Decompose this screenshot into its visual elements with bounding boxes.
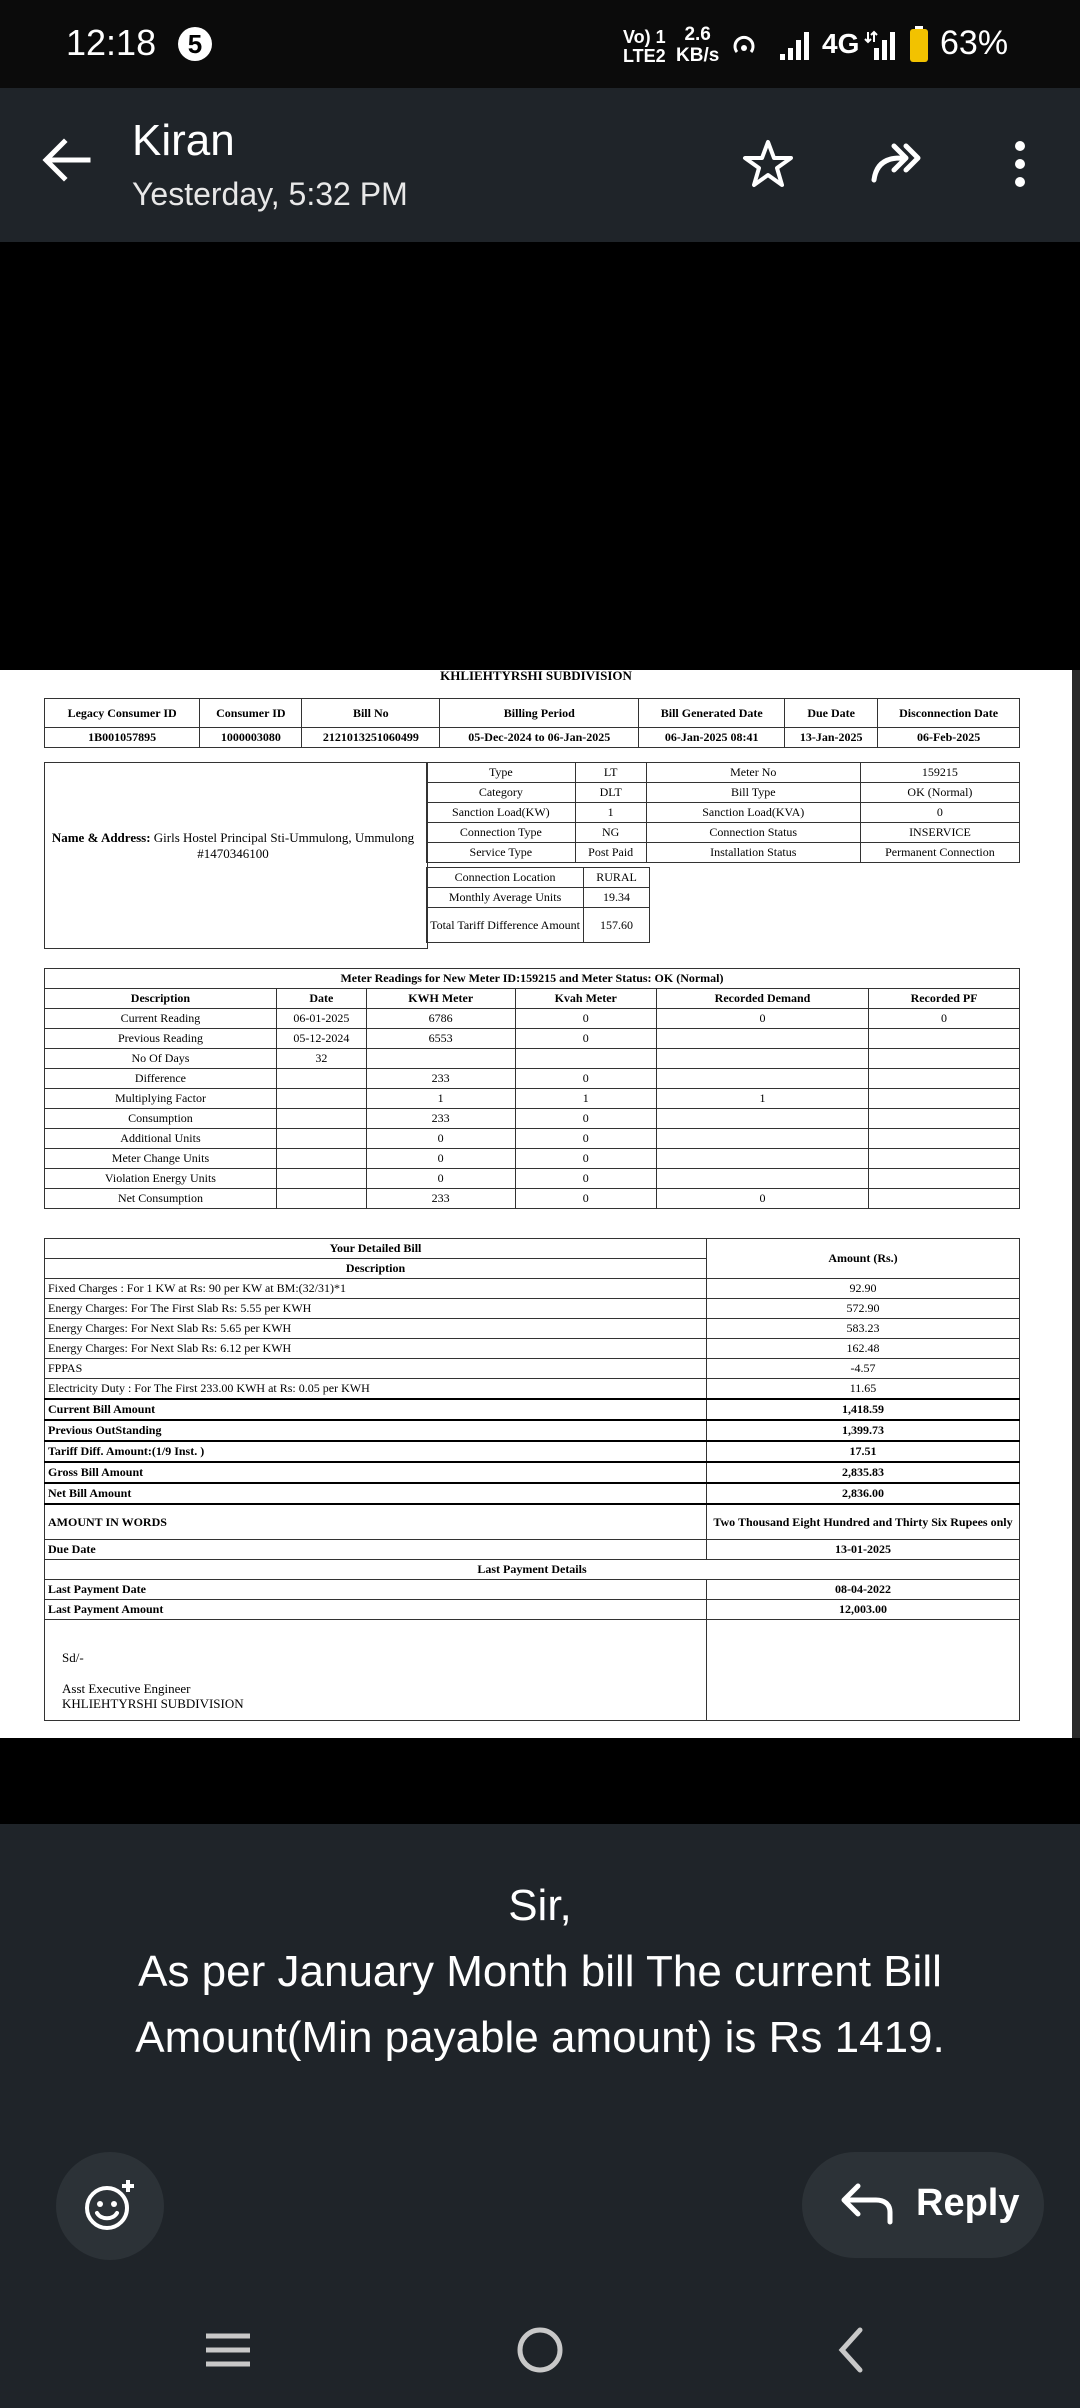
table-row — [45, 1580, 1020, 1600]
table-cell: Recorded PF — [869, 989, 1020, 1009]
sd-label: Sd/- — [62, 1650, 84, 1665]
table-cell — [869, 1109, 1020, 1129]
table-row — [45, 1319, 1020, 1339]
table-cell: Net Bill Amount — [45, 1483, 707, 1504]
table-cell: Bill No — [302, 699, 440, 728]
table-cell: 583.23 — [707, 1319, 1020, 1339]
table-cell: 233 — [366, 1069, 515, 1089]
table-row — [45, 1169, 1020, 1189]
forward-all-icon[interactable] — [868, 134, 928, 194]
name-address-value: Girls Hostel Principal Sti-Ummulong, Ummulong #1470346100 — [153, 830, 415, 861]
table-cell: 1 — [366, 1089, 515, 1109]
table-cell — [869, 1049, 1020, 1069]
table-cell — [276, 1149, 366, 1169]
lte-indicator — [623, 28, 666, 66]
table-cell — [656, 1029, 868, 1049]
emoji-reaction-button[interactable] — [56, 2152, 164, 2260]
table-cell: 0 — [366, 1169, 515, 1189]
signal-strength-icon — [864, 30, 898, 60]
table-cell: Difference — [45, 1069, 277, 1089]
table-row — [45, 1420, 1020, 1441]
table-row — [45, 1069, 1020, 1089]
image-letterbox-top — [0, 242, 1080, 670]
table-row — [427, 763, 1020, 783]
table-cell: 0 — [515, 1109, 656, 1129]
table-cell: Current Reading — [45, 1009, 277, 1029]
image-edge — [1072, 670, 1080, 1738]
table-cell: Tariff Diff. Amount:(1/9 Inst. ) — [45, 1441, 707, 1462]
bill-image — [0, 670, 1072, 1738]
table-row — [427, 868, 650, 888]
table-cell: 06-Jan-2025 08:41 — [639, 728, 785, 748]
table-cell: Last Payment Date — [45, 1580, 707, 1600]
table-cell: Monthly Average Units — [427, 888, 584, 908]
table-cell: 6553 — [366, 1029, 515, 1049]
back-arrow-icon[interactable] — [36, 130, 96, 190]
table-row — [45, 1399, 1020, 1420]
table-cell: Kvah Meter — [515, 989, 656, 1009]
table-row — [45, 1239, 1020, 1259]
amount-header: Amount (Rs.) — [707, 1239, 1020, 1279]
table-cell: 0 — [860, 803, 1019, 823]
table-cell: 6786 — [366, 1009, 515, 1029]
table-cell: 1,399.73 — [707, 1420, 1020, 1441]
network-type: 4G — [822, 28, 860, 59]
table-cell: 0 — [515, 1069, 656, 1089]
table-cell — [515, 1049, 656, 1069]
reply-label: Reply — [916, 2182, 1020, 2224]
table-cell: Consumption — [45, 1109, 277, 1129]
table-cell: 11.65 — [707, 1379, 1020, 1400]
table-cell: Electricity Duty : For The First 233.00 KWH at Rs: 0.05 per KWH — [45, 1379, 707, 1400]
table-row — [45, 1089, 1020, 1109]
table-cell: NG — [575, 823, 646, 843]
table-row — [427, 783, 1020, 803]
table-cell: Energy Charges: For Next Slab Rs: 6.12 per KWH — [45, 1339, 707, 1359]
table-cell: 0 — [366, 1149, 515, 1169]
subdivision-name: KHLIEHTYRSHI SUBDIVISION — [62, 1696, 244, 1711]
table-cell — [656, 1129, 868, 1149]
table-cell: Permanent Connection — [860, 843, 1019, 863]
empty-cell — [707, 1620, 1020, 1721]
table-cell — [869, 1029, 1020, 1049]
table-cell: Connection Location — [427, 868, 584, 888]
meter-readings-table — [44, 968, 1020, 1209]
table-row — [45, 1560, 1020, 1580]
table-cell — [656, 1109, 868, 1129]
name-address-label: Name & Address: — [51, 830, 151, 845]
table-cell — [276, 1089, 366, 1109]
table-cell: Consumer ID — [200, 699, 302, 728]
table-cell: Sanction Load(KW) — [427, 803, 576, 823]
table-cell: 572.90 — [707, 1299, 1020, 1319]
table-cell: Energy Charges: For The First Slab Rs: 5.55 per KWH — [45, 1299, 707, 1319]
table-row — [45, 1504, 1020, 1540]
table-cell — [869, 1069, 1020, 1089]
table-cell: Energy Charges: For Next Slab Rs: 5.65 per KWH — [45, 1319, 707, 1339]
speed-value: 2.6 — [684, 24, 711, 45]
table-cell: Additional Units — [45, 1129, 277, 1149]
table-cell: OK (Normal) — [860, 783, 1019, 803]
star-icon[interactable] — [738, 134, 798, 194]
bill-summary-table — [44, 698, 1020, 748]
table-cell — [276, 1169, 366, 1189]
table-cell — [869, 1149, 1020, 1169]
table-cell: 0 — [656, 1189, 868, 1209]
table-cell: Bill Generated Date — [639, 699, 785, 728]
table-row — [427, 823, 1020, 843]
table-cell: RURAL — [584, 868, 650, 888]
connection-extra-table — [426, 867, 650, 943]
table-cell: 06-Feb-2025 — [878, 728, 1020, 748]
add-reaction-icon — [82, 2178, 138, 2234]
table-cell — [656, 1149, 868, 1169]
reply-button[interactable] — [802, 2152, 1044, 2258]
meter-title: Meter Readings for New Meter ID:159215 and Meter Status: OK (Normal) — [45, 969, 1020, 989]
table-cell: 0 — [515, 1129, 656, 1149]
table-row — [45, 1379, 1020, 1400]
table-cell: Installation Status — [646, 843, 860, 863]
lte-bottom-label: LTE2 — [623, 46, 666, 66]
table-cell: 92.90 — [707, 1279, 1020, 1299]
table-cell: 0 — [656, 1009, 868, 1029]
recent-apps-icon[interactable] — [198, 2320, 258, 2380]
table-cell: Total Tariff Difference Amount — [427, 908, 584, 943]
table-cell: -4.57 — [707, 1359, 1020, 1379]
table-cell: 1B001057895 — [45, 728, 200, 748]
table-cell — [869, 1129, 1020, 1149]
caption-area — [0, 1738, 1080, 2408]
engineer-title: Asst Executive Engineer — [62, 1681, 191, 1696]
connection-info-table — [426, 762, 1020, 863]
bill-title: KHLIEHTYRSHI SUBDIVISION — [440, 670, 632, 683]
table-cell: 159215 — [860, 763, 1019, 783]
table-cell: Gross Bill Amount — [45, 1462, 707, 1483]
signature-block — [62, 1650, 244, 1711]
table-row — [45, 1109, 1020, 1129]
table-cell — [276, 1069, 366, 1089]
battery-icon — [910, 26, 928, 62]
table-cell: Due Date — [45, 1540, 707, 1560]
table-cell: Previous OutStanding — [45, 1420, 707, 1441]
table-cell: AMOUNT IN WORDS — [45, 1504, 707, 1540]
table-cell: 13-Jan-2025 — [785, 728, 878, 748]
table-cell: Service Type — [427, 843, 576, 863]
table-cell: Billing Period — [440, 699, 639, 728]
table-cell — [276, 1189, 366, 1209]
table-cell: Fixed Charges : For 1 KW at Rs: 90 per KW at BM:(32/31)*1 — [45, 1279, 707, 1299]
table-cell — [869, 1169, 1020, 1189]
table-cell: 2,836.00 — [707, 1483, 1020, 1504]
table-cell: Connection Type — [427, 823, 576, 843]
table-row — [45, 1149, 1020, 1169]
table-row — [45, 1441, 1020, 1462]
table-cell: Net Consumption — [45, 1189, 277, 1209]
table-row — [45, 1462, 1020, 1483]
table-cell: Meter Change Units — [45, 1149, 277, 1169]
table-row — [427, 843, 1020, 863]
battery-percent: 63% — [940, 24, 1009, 62]
name-address — [44, 830, 422, 862]
table-row — [45, 969, 1020, 989]
hotspot-icon — [730, 32, 758, 60]
table-cell: Description — [45, 989, 277, 1009]
table-cell: Type — [427, 763, 576, 783]
table-cell: 1000003080 — [200, 728, 302, 748]
table-cell — [366, 1049, 515, 1069]
table-row — [427, 908, 650, 943]
table-row — [45, 1129, 1020, 1149]
table-cell: Two Thousand Eight Hundred and Thirty Six Rupees only — [707, 1504, 1020, 1540]
lte-top-label: Vo) 1 — [623, 27, 666, 47]
table-row — [45, 1339, 1020, 1359]
table-cell: LT — [575, 763, 646, 783]
table-cell: 13-01-2025 — [707, 1540, 1020, 1560]
table-cell: No Of Days — [45, 1049, 277, 1069]
table-row — [45, 728, 1020, 748]
table-cell: 17.51 — [707, 1441, 1020, 1462]
signal-strength-icon — [778, 30, 812, 60]
table-row — [45, 1049, 1020, 1069]
table-row — [45, 699, 1020, 728]
back-nav-icon[interactable] — [822, 2320, 882, 2380]
table-row — [45, 1359, 1020, 1379]
table-cell: 0 — [515, 1029, 656, 1049]
table-cell: Multiplying Factor — [45, 1089, 277, 1109]
table-cell: 1 — [515, 1089, 656, 1109]
status-bar — [0, 0, 1080, 88]
table-cell: 05-Dec-2024 to 06-Jan-2025 — [440, 728, 639, 748]
table-row — [45, 1299, 1020, 1319]
table-row — [427, 803, 1020, 823]
table-cell — [276, 1129, 366, 1149]
table-cell: FPPAS — [45, 1359, 707, 1379]
table-cell: DLT — [575, 783, 646, 803]
table-cell: Disconnection Date — [878, 699, 1020, 728]
table-cell — [276, 1109, 366, 1129]
table-cell: Post Paid — [575, 843, 646, 863]
table-cell: 2,835.83 — [707, 1462, 1020, 1483]
table-cell: Last Payment Amount — [45, 1600, 707, 1620]
table-cell: Recorded Demand — [656, 989, 868, 1009]
table-cell: INSERVICE — [860, 823, 1019, 843]
table-cell: Last Payment Details — [45, 1560, 1020, 1580]
table-cell: Current Bill Amount — [45, 1399, 707, 1420]
table-cell: 06-01-2025 — [276, 1009, 366, 1029]
table-cell: 19.34 — [584, 888, 650, 908]
table-cell: Bill Type — [646, 783, 860, 803]
table-cell — [869, 1189, 1020, 1209]
table-cell: 0 — [366, 1129, 515, 1149]
table-row — [45, 989, 1020, 1009]
more-options-icon[interactable] — [990, 134, 1050, 194]
description-header: Description — [45, 1259, 707, 1279]
message-time: Yesterday, 5:32 PM — [132, 176, 408, 212]
notification-count-badge: 5 — [178, 27, 212, 61]
status-time: 12:18 — [66, 22, 157, 63]
table-cell: Previous Reading — [45, 1029, 277, 1049]
table-cell: 32 — [276, 1049, 366, 1069]
detail-title: Your Detailed Bill — [45, 1239, 707, 1259]
table-row — [45, 1540, 1020, 1560]
table-cell: 1,418.59 — [707, 1399, 1020, 1420]
table-row — [45, 1009, 1020, 1029]
table-cell: KWH Meter — [366, 989, 515, 1009]
message-line-2: As per January Month bill The current Bill Amount(Min payable amount) is Rs 1419. — [135, 1947, 945, 2062]
table-row — [45, 1189, 1020, 1209]
detailed-bill-table — [44, 1238, 1020, 1721]
table-cell: 1 — [575, 803, 646, 823]
table-cell: 0 — [515, 1189, 656, 1209]
sender-name: Kiran — [132, 116, 235, 165]
speed-unit: KB/s — [676, 45, 720, 66]
table-cell — [656, 1069, 868, 1089]
table-cell: Connection Status — [646, 823, 860, 843]
table-cell — [656, 1169, 868, 1189]
image-letterbox-bottom — [0, 1738, 1080, 1824]
network-speed — [676, 24, 719, 66]
table-cell: 08-04-2022 — [707, 1580, 1020, 1600]
table-cell: 0 — [515, 1169, 656, 1189]
table-row — [427, 888, 650, 908]
table-cell — [869, 1089, 1020, 1109]
table-cell: 162.48 — [707, 1339, 1020, 1359]
table-cell: 1 — [656, 1089, 868, 1109]
table-cell: Violation Energy Units — [45, 1169, 277, 1189]
table-cell: 0 — [515, 1149, 656, 1169]
table-cell: Date — [276, 989, 366, 1009]
viewer-header — [0, 88, 1080, 242]
table-row — [45, 1279, 1020, 1299]
table-cell: 2121013251060499 — [302, 728, 440, 748]
table-cell: 0 — [869, 1009, 1020, 1029]
table-cell: 0 — [515, 1009, 656, 1029]
table-row — [45, 1600, 1020, 1620]
table-cell: Due Date — [785, 699, 878, 728]
table-cell: 233 — [366, 1109, 515, 1129]
reply-arrow-icon — [840, 2182, 894, 2228]
table-cell: Meter No — [646, 763, 860, 783]
message-text — [40, 1873, 1040, 2071]
table-cell — [656, 1049, 868, 1069]
table-cell: Category — [427, 783, 576, 803]
table-cell: 12,003.00 — [707, 1600, 1020, 1620]
table-cell: Legacy Consumer ID — [45, 699, 200, 728]
message-line-1: Sir, — [508, 1881, 572, 1930]
table-cell: 05-12-2024 — [276, 1029, 366, 1049]
table-row — [45, 1029, 1020, 1049]
table-cell: 157.60 — [584, 908, 650, 943]
table-cell: 233 — [366, 1189, 515, 1209]
table-row — [45, 1483, 1020, 1504]
table-cell: Sanction Load(KVA) — [646, 803, 860, 823]
home-icon[interactable] — [510, 2320, 570, 2380]
